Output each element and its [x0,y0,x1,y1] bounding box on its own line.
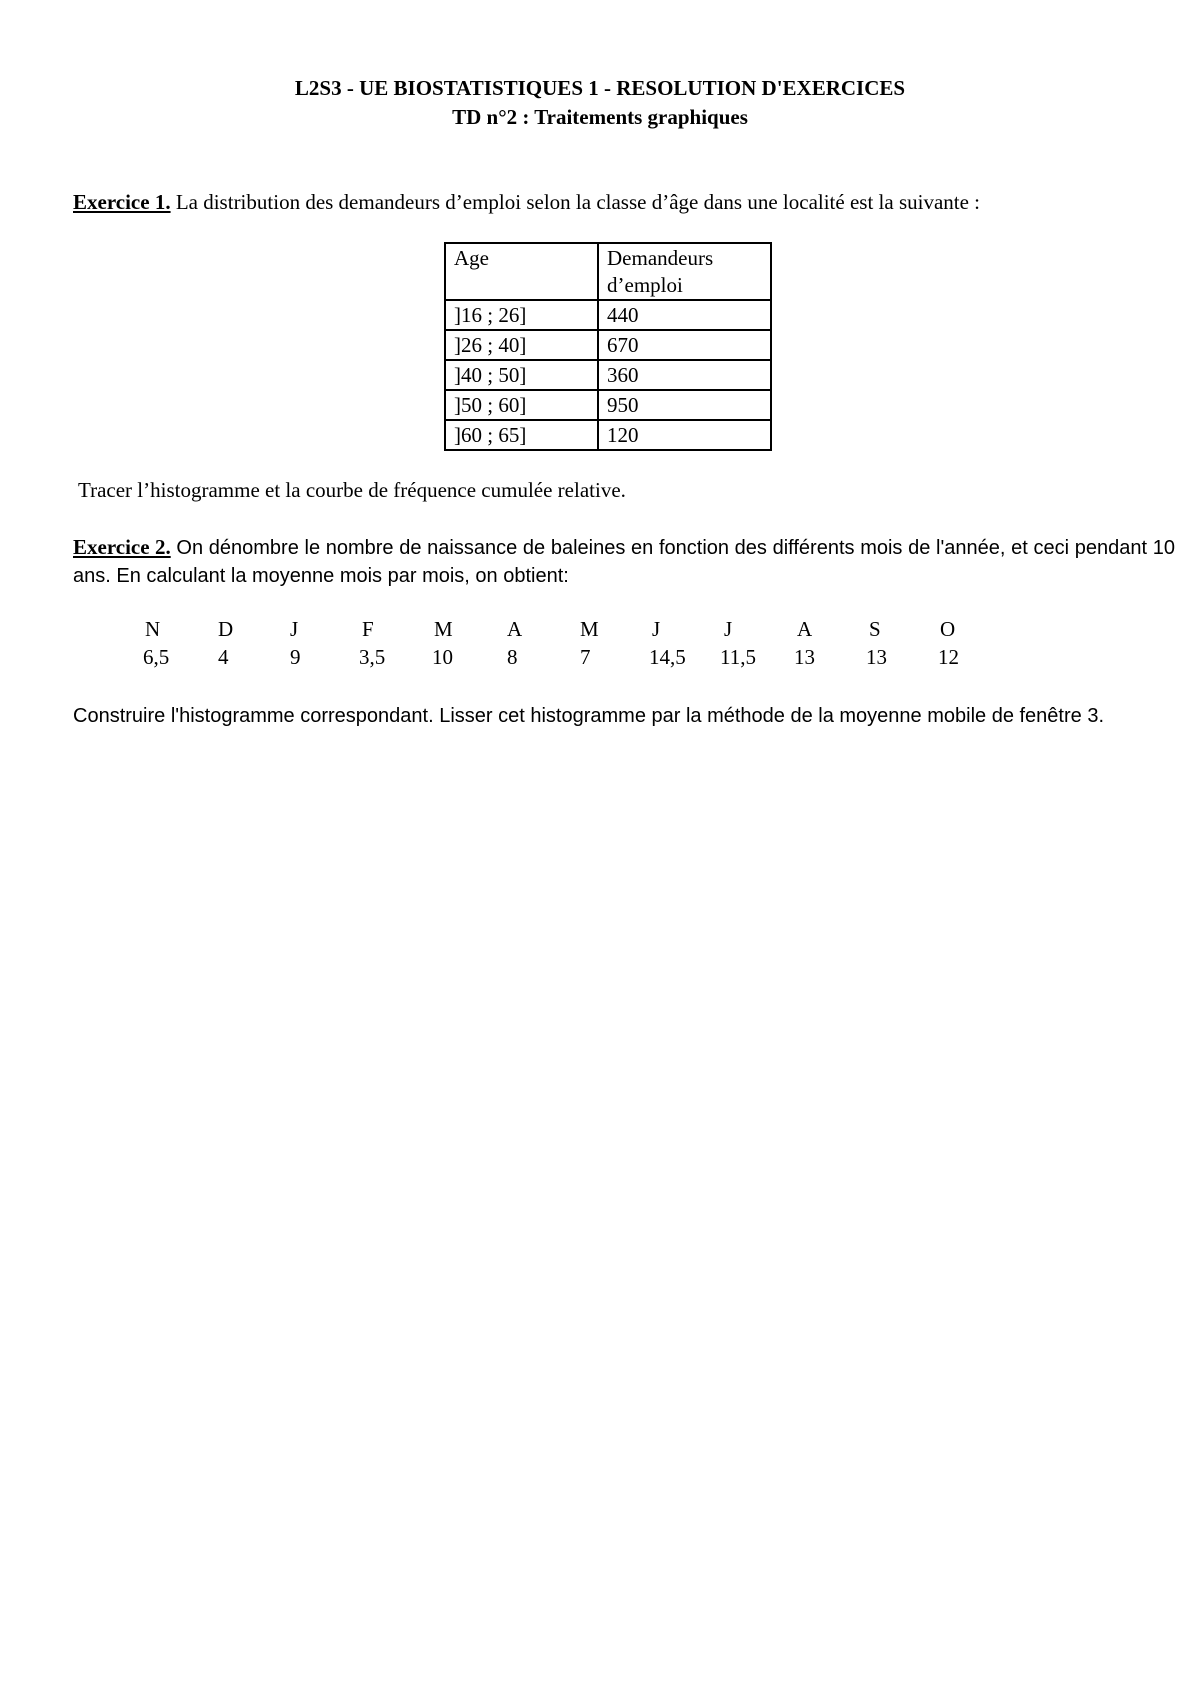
exercise-1-label: Exercice 1. [73,190,171,214]
document-title: L2S3 - UE BIOSTATISTIQUES 1 - RESOLUTION D'EXERCICES [294,76,906,100]
table-cell: ]60 ; 65] [445,420,598,450]
month-label: N [145,617,161,641]
month-label: J [290,617,299,641]
values-row [0,645,1200,673]
month-value: 9 [290,645,301,669]
table-cell: ]50 ; 60] [445,390,598,420]
table-row [445,330,771,360]
exercise-1-intro [73,188,1173,216]
month-label: M [434,617,453,641]
exercise-2-text: On dénombre le nombre de naissance de baleines en fonction des différents mois de l'année, et ceci pendant 10 ans. En calculant la moyenne mois par mois, on obtient: [73,537,1175,587]
month-label: J [652,617,661,641]
month-value: 6,5 [143,645,170,669]
month-label: M [580,617,599,641]
months-row [0,617,1200,645]
table-row [445,300,771,330]
exercise-2-label: Exercice 2. [73,535,171,559]
table-cell: 950 [598,390,771,420]
month-value: 11,5 [720,645,756,669]
month-label: D [218,617,234,641]
month-label: A [797,617,813,641]
table-cell: 440 [598,300,771,330]
table-row [445,390,771,420]
month-value: 3,5 [359,645,386,669]
month-label: F [362,617,374,641]
month-label: S [869,617,881,641]
month-value: 12 [938,645,959,669]
month-value: 4 [218,645,229,669]
month-label: J [724,617,733,641]
table-header-cell: Demandeurs d’emploi [598,243,771,300]
table-cell: ]26 ; 40] [445,330,598,360]
table-cell: ]16 ; 26] [445,300,598,330]
month-value: 13 [866,645,887,669]
table-header-cell: Age [445,243,598,300]
table-row [445,420,771,450]
month-value: 10 [432,645,453,669]
exercise-1-text: La distribution des demandeurs d’emploi selon la classe d’âge dans une localité est la suivante : [175,190,981,214]
table-cell: 120 [598,420,771,450]
document-subtitle: TD n°2 : Traitements graphiques [452,105,748,129]
month-label: A [507,617,523,641]
table-header-row [445,243,771,300]
exercise-1-instruction: Tracer l’histogramme et la courbe de fréquence cumulée relative. [78,478,626,502]
exercise-2-instruction: Construire l'histogramme correspondant. Lisser cet histogramme par la méthode de la moyenne mobile de fenêtre 3. [73,705,1105,727]
month-value: 14,5 [649,645,686,669]
table-cell: 360 [598,360,771,390]
month-value: 13 [794,645,815,669]
month-value: 7 [580,645,591,669]
table-row [445,360,771,390]
month-label: O [940,617,956,641]
table-cell: ]40 ; 50] [445,360,598,390]
age-distribution-table [444,242,772,451]
month-value: 8 [507,645,518,669]
table-cell: 670 [598,330,771,360]
exercise-2-intro [73,533,1175,590]
